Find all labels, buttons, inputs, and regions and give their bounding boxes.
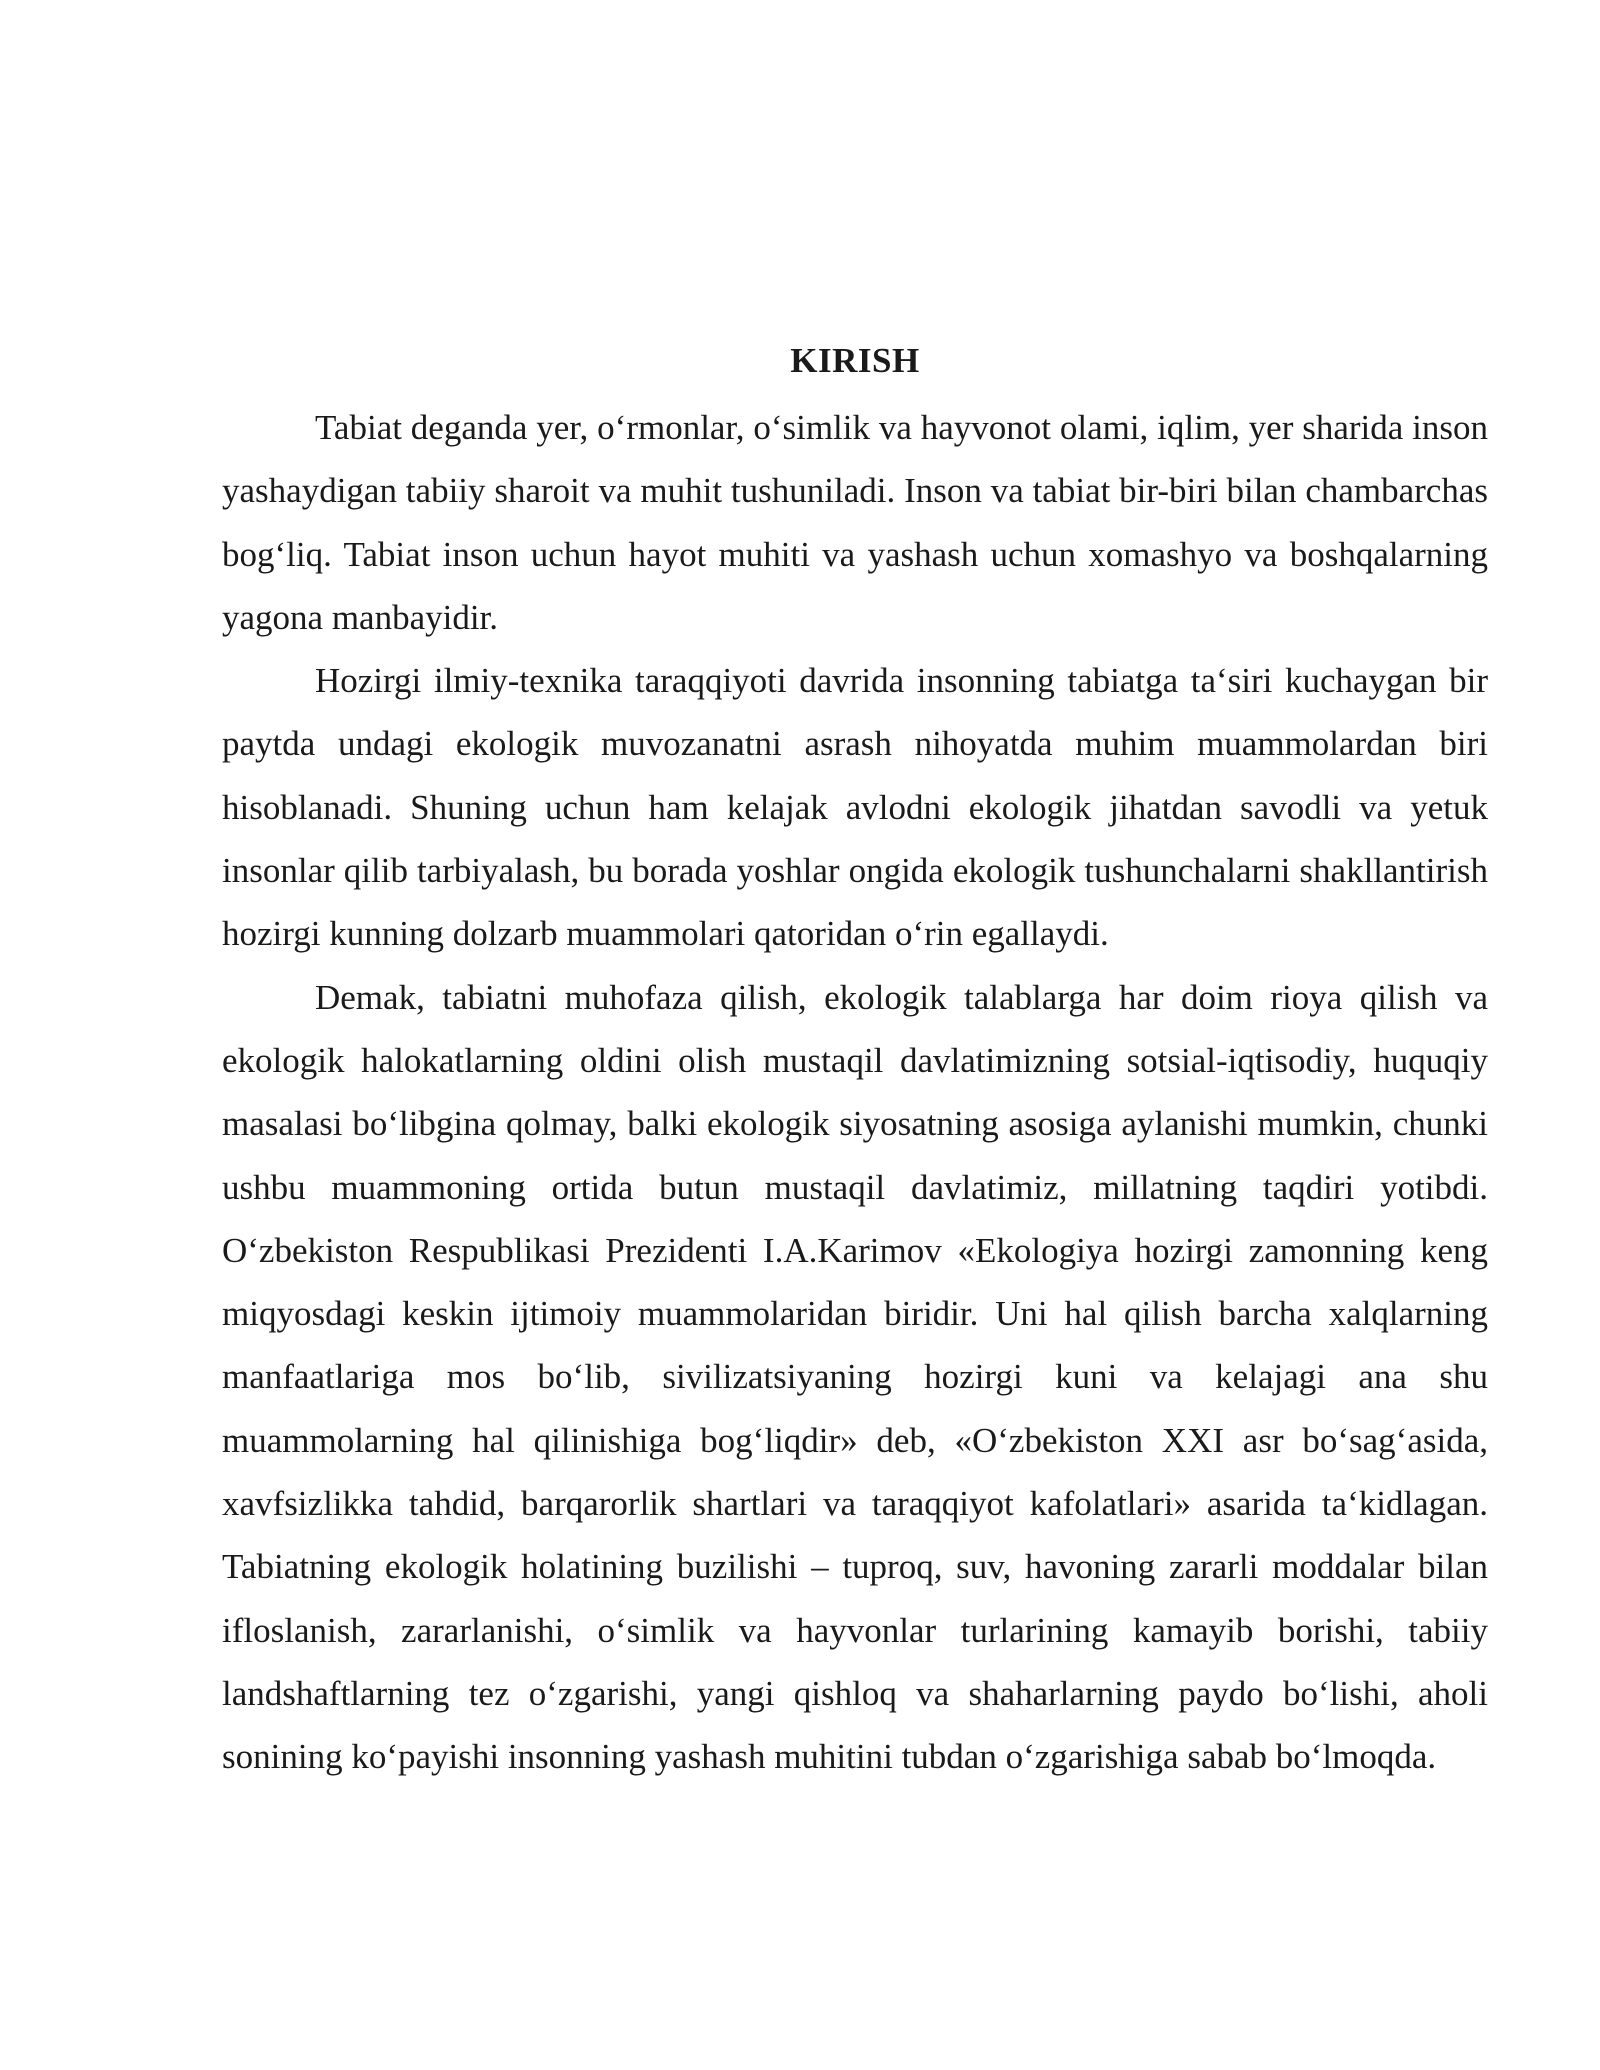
paragraph-3: Demak, tabiatni muhofaza qilish, ekologik talablarga har doim rioya qilish va ekologik halokatlarning oldini olish mustaqil davlatimizning sotsial-iqtisodiy, huquqiy masalasi bo‘libgina qolmay, balki ekologik siyosatning asosiga aylanishi mumkin, chunki ushbu muammoning ortida butun mustaqil davlatimiz, millatning taqdiri yotibdi. O‘zbekiston Respublikasi Prezidenti I.A.Karimov «Ekologiya hozirgi zamonning keng miqyosdagi keskin ijtimoiy muammolaridan biridir. Uni hal qilish barcha xalqlarning manfaatlariga mos bo‘lib, sivilizatsiyaning hozirgi kuni va kelajagi ana shu muammolarning hal qilinishiga bog‘liqdir» deb, «O‘zbekiston XXI asr bo‘sag‘asida, xavfsizlikka tahdid, barqarorlik shartlari va taraqqiyot kafolatlari» asarida ta‘kidlagan. Tabiatning ekologik holatining buzilishi – tuproq, suv, havoning zararli moddalar bilan ifloslanish, zararlanishi, o‘simlik va hayvonlar turlarining kamayib borishi, tabiiy landshaftlarning tez o‘zgarishi, yangi qishloq va shaharlarning paydo bo‘lishi, aholi sonining ko‘payishi insonning yashash muhitini tubdan o‘zgarishiga sabab bo‘lmoqda.: [222, 977, 1488, 1777]
paragraph-2: Hozirgi ilmiy-texnika taraqqiyoti davrida insonning tabiatga ta‘siri kuchaygan bir paytda undagi ekologik muvozanatni asrash nihoyatda muhim muammolardan biri hisoblanadi. Shuning uchun ham kelajak avlodni ekologik jihatdan savodli va yetuk insonlar qilib tarbiyalash, bu borada yoshlar ongida ekologik tushunchalarni shakllantirish hozirgi kunning dolzarb muammolari qatoridan o‘rin egallaydi.: [222, 661, 1488, 954]
paragraph-1: Tabiat deganda yer, o‘rmonlar, o‘simlik va hayvonot olami, iqlim, yer sharida inson yashaydigan tabiiy sharoit va muhit tushuniladi. Inson va tabiat bir-biri bilan chambarchas bog‘liq. Tabiat inson uchun hayot muhiti va yashash uchun xomashyo va boshqalarning yagona manbayidir.: [222, 408, 1488, 637]
document-body: [222, 334, 1488, 1789]
page-title: KIRISH: [790, 341, 920, 380]
